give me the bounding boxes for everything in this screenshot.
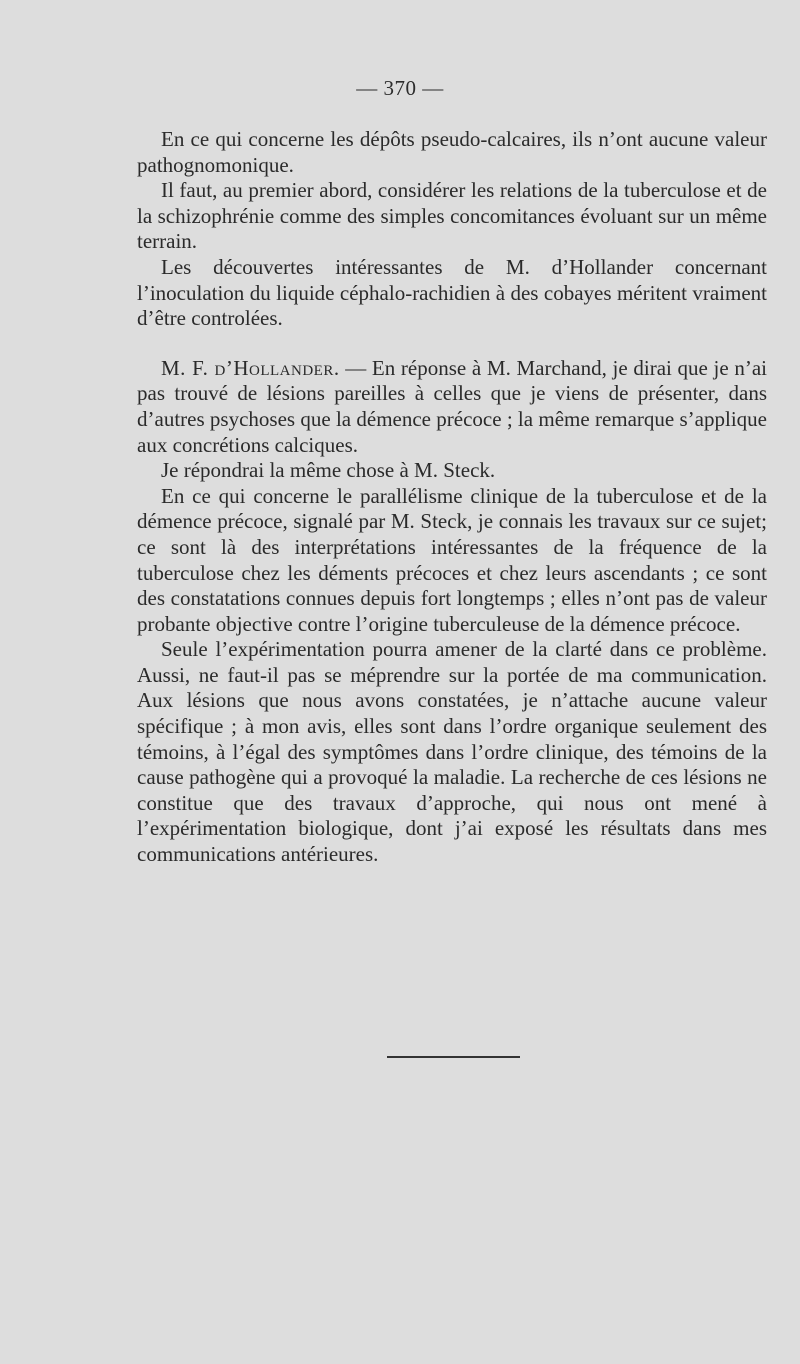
response-text: En réponse à M. Marchand, je dirai que je n’ai pas trouvé de lésions pareilles à celles que je viens de présenter, dans d’autres psychoses que la démence précoce ; la même remarque s’applique aux concrétions calciques.: [137, 355, 767, 457]
body-text: [137, 127, 767, 868]
paragraph-decouvertes: Les découvertes intéressantes de M. d’Hollander concernant l’inoculation du liquide céphalo-rachidien à des cobayes méritent vraiment d’être controlées.: [137, 254, 767, 331]
paragraph-reponse-steck: Je répondrai la même chose à M. Steck.: [161, 458, 496, 483]
speaker-name: M. F. d’Hollander.: [161, 355, 340, 380]
paragraph-experimentation: Seule l’expérimentation pourra amener de la clarté dans ce problème. Aussi, ne faut-il pas se méprendre sur la portée de ma communication. Aux lésions que nous avons constatées, je n’attache aucune valeur spécifique ; à mon avis, elles sont dans l’ordre organique seulement des témoins, à l’égal des symptômes dans l’ordre clinique, des témoins de la cause pathogène qui a provoqué la maladie. La recherche de ces lésions ne constitue que des travaux d’approche, qui nous ont mené à l’expérimentation biologique, dont j’ai exposé les résultats dans mes communications antérieures.: [137, 637, 767, 867]
speaker-separator: —: [339, 355, 372, 380]
paragraph-tuberculose-schizophrenie: Il faut, au premier abord, considérer les relations de la tuberculose et de la schizophrénie comme des simples concomitances évoluant sur un même terrain.: [137, 178, 767, 254]
end-rule: [387, 1056, 520, 1058]
paragraph-response: [137, 356, 767, 458]
paragraph-parallelisme: En ce qui concerne le parallélisme clinique de la tuberculose et de la démence précoce, signalé par M. Steck, je connais les travaux sur ce sujet; ce sont là des interprétations intéressantes de la fréquence de la tuberculose chez les déments précoces et chez leurs ascendants ; ce sont des constatations connues depuis fort longtemps ; elles n’ont pas de valeur probante objective contre l’origine tuberculeuse de la démence précoce.: [137, 483, 767, 636]
page-number: — 370 —: [356, 76, 444, 100]
paragraph-pseudo-calcaires: En ce qui concerne les dépôts pseudo-calcaires, ils n’ont aucune valeur pathognomonique.: [137, 127, 767, 177]
